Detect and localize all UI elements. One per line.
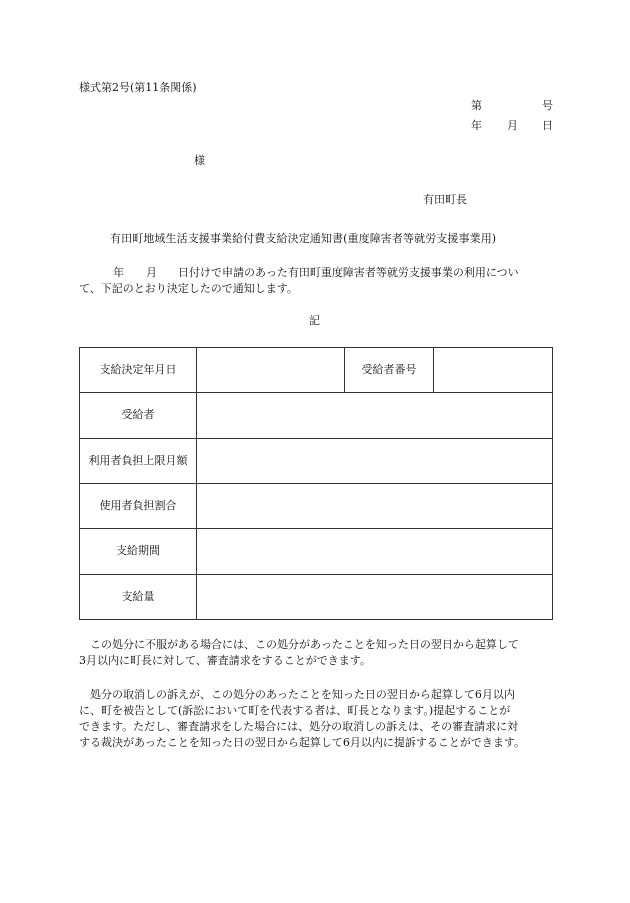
appeal-note-line: この処分に不服がある場合には、この処分があったことを知った日の翌日から起算して — [90, 638, 519, 651]
intro-line-1 — [79, 265, 552, 281]
document-number-suffix: 号 — [542, 99, 553, 112]
intro-paragraph — [79, 265, 552, 297]
amount-label: 支給量 — [80, 574, 197, 619]
lawsuit-note-line: 処分の取消しの訴えが、この処分のあったことを知った日の翌日から起算して6月以内 — [90, 688, 515, 701]
document-number-prefix: 第 — [471, 99, 482, 112]
recipient-value — [197, 393, 553, 438]
period-label: 支給期間 — [80, 529, 197, 574]
date-month: 月 — [507, 119, 518, 132]
recipient-number-value — [434, 348, 553, 393]
ki-heading: 記 — [309, 314, 320, 327]
form-label: 様式第2号(第11条関係) — [79, 81, 197, 94]
table-row — [80, 438, 553, 483]
lawsuit-note-line: に、町を被告として(訴訟において町を代表する者は、町長となります。)提起することが — [79, 704, 511, 717]
recipient-number-label: 受給者番号 — [345, 348, 434, 393]
appeal-note-line: 3月以内に町長に対して、審査請求をすることができます。 — [79, 654, 371, 667]
lawsuit-note — [79, 687, 552, 751]
appeal-note — [79, 637, 552, 669]
issuer: 有田町長 — [423, 193, 467, 206]
table-row — [80, 393, 553, 438]
burden-ratio-label: 使用者負担割合 — [80, 483, 197, 528]
table-row — [80, 348, 553, 393]
lawsuit-note-line: する裁決があったことを知った日の翌日から起算して6月以内に提訴することができます。 — [79, 736, 526, 749]
intro-text: 日付けで申請のあった有田町重度障害者等就労支援事業の利用につい — [178, 266, 519, 279]
table-row — [80, 529, 553, 574]
intro-month: 月 — [146, 266, 157, 279]
intro-year: 年 — [113, 266, 124, 279]
decision-date-label: 支給決定年月日 — [80, 348, 197, 393]
table-row — [80, 574, 553, 619]
date-year: 年 — [471, 119, 482, 132]
document-title: 有田町地域生活支援事業給付費支給決定通知書(重度障害者等就労支援事業用) — [110, 232, 497, 245]
period-value — [197, 529, 553, 574]
burden-ratio-value — [197, 483, 553, 528]
intro-line-2: て、下記のとおり決定したので通知します。 — [79, 282, 298, 295]
table-row — [80, 483, 553, 528]
amount-value — [197, 574, 553, 619]
decision-table — [79, 347, 553, 620]
monthly-cap-label: 利用者負担上限月額 — [80, 438, 197, 483]
monthly-cap-value — [197, 438, 553, 483]
date-day: 日 — [542, 119, 553, 132]
recipient-label: 受給者 — [80, 393, 197, 438]
decision-date-value — [197, 348, 345, 393]
addressee: 様 — [194, 154, 205, 167]
lawsuit-note-line: できます。ただし、審査請求をした場合には、処分の取消しの訴えは、その審査請求に対 — [79, 720, 519, 733]
